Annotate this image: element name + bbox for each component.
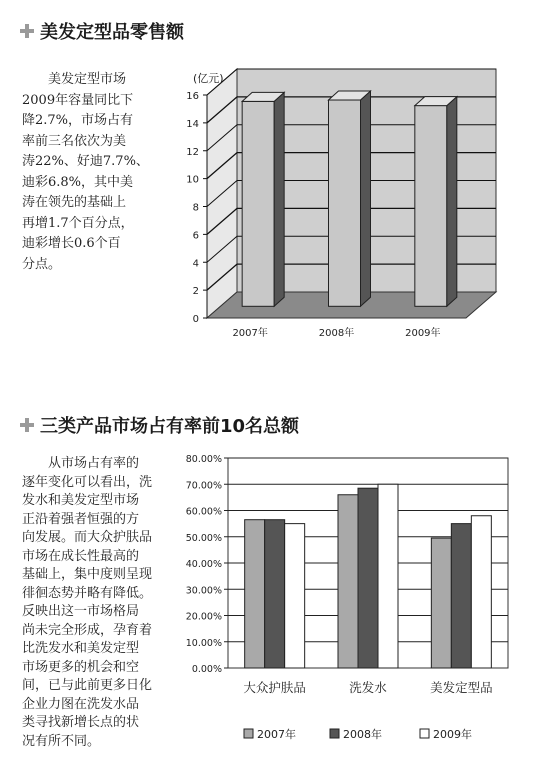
chart1-y-tick-label: 6	[192, 230, 199, 242]
chart2-bar	[471, 516, 491, 668]
chart1-x-tick-label: 2008年	[318, 328, 355, 339]
chart2-y-tick-label: 60.00%	[185, 506, 222, 518]
chart2-x-tick-label: 洗发水	[349, 680, 387, 695]
chart1-x-tick-label: 2009年	[405, 328, 441, 339]
chart1-bar-side	[447, 97, 457, 307]
chart2-legend-label: 2007年	[257, 728, 296, 741]
chart2-y-tick-label: 30.00%	[185, 585, 222, 597]
section1-title-text: 美发定型品零售额	[40, 22, 184, 43]
chart2-y-tick-label: 20.00%	[185, 611, 222, 623]
chart1-y-tick-label: 2	[192, 286, 199, 298]
chart1-bar-side	[361, 91, 371, 306]
chart2-y-tick-label: 70.00%	[185, 480, 222, 492]
chart2-y-tick-label: 80.00%	[185, 454, 222, 465]
chart2-x-tick-label: 大众护肤品	[243, 680, 306, 695]
chart1-bar-side	[274, 92, 284, 306]
chart1-bar	[415, 106, 447, 307]
chart2-y-tick-label: 0.00%	[191, 664, 222, 675]
chart2-legend-swatch	[420, 729, 429, 738]
chart2-legend-label: 2008年	[343, 728, 382, 741]
chart1-y-tick-label: 8	[192, 202, 199, 214]
chart1-y-tick-label: 4	[192, 258, 199, 270]
chart2-bar	[431, 538, 451, 668]
chart2-x-tick-label: 美发定型品	[430, 680, 493, 695]
section1-paragraph: 美发定型市场 2009年容量同比下 降2.7%，市场占有 率前三名依次为美 涛22%、好迪7.7%、 迪彩6.8%，其中美 涛在领先的基础上 再增1.7个百分点， 迪彩增长0.6个百 分点。	[22, 72, 149, 272]
chart1-y-tick-label: 14	[186, 118, 199, 130]
chart2-bar	[358, 488, 378, 668]
chart1-y-tick-label: 10	[186, 174, 199, 186]
section2-title-text: 三类产品市场占有率前10名总额	[40, 416, 300, 437]
chart2-legend-label: 2009年	[433, 728, 472, 741]
chart2-bar	[245, 520, 265, 668]
chart2-bar	[285, 524, 305, 668]
chart1-x-tick-label: 2007年	[232, 328, 268, 339]
section2-paragraph: 从市场占有率的 逐年变化可以看出，洗 发水和美发定型市场 正沿着强者恒强的方 向发展。而大众护肤品 市场在成长性最高的 基础上，集中度则呈现 徘徊态势并略有降低。 反映出这一市场格局 尚未完全形成，孕育着 比洗发水和美发定型 市场更多的机会和空 间，已与此前更多日化 企业力图在洗发水品 类寻找新增长点的状 况有所不同。	[22, 456, 153, 749]
chart1-bar	[242, 101, 274, 306]
chart2-legend-swatch	[330, 729, 339, 738]
chart1-y-tick-label: 12	[186, 146, 199, 158]
chart2-y-tick-label: 50.00%	[185, 532, 222, 544]
chart1-y-tick-label: 0	[192, 314, 199, 325]
chart2-y-tick-label: 40.00%	[185, 559, 222, 570]
chart2-bar	[265, 520, 285, 668]
chart2-legend-swatch	[244, 729, 253, 738]
chart2-bar	[451, 524, 471, 668]
chart2-y-tick-label: 10.00%	[185, 637, 222, 649]
chart1-bar	[329, 100, 361, 306]
chart2-bar	[338, 495, 358, 668]
chart1-unit-label: (亿元)	[193, 72, 224, 85]
chart1-y-tick-label: 16	[186, 91, 199, 102]
chart2-bar	[378, 484, 398, 668]
